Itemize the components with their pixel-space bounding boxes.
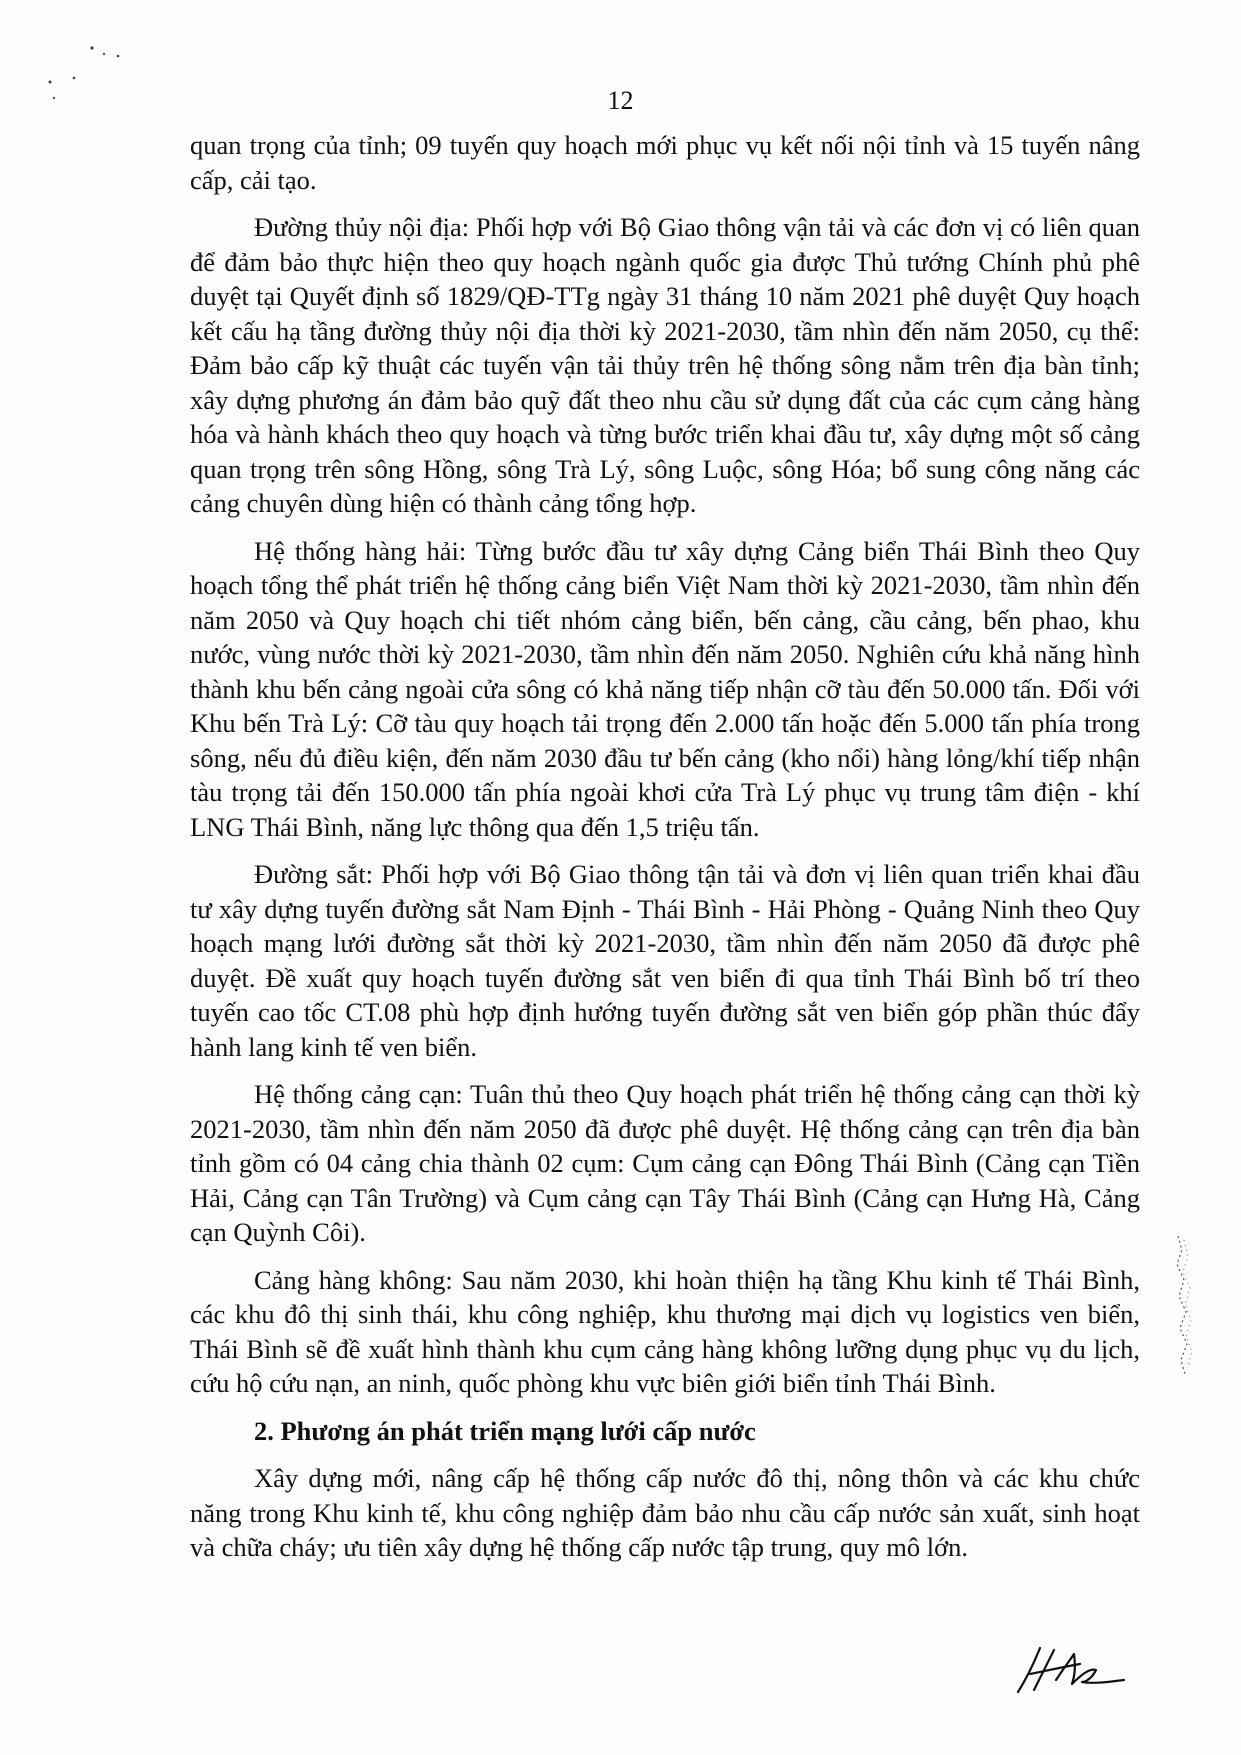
- section-heading-water-supply: 2. Phương án phát triển mạng lưới cấp nước: [254, 1415, 756, 1446]
- paragraph-railway: Đường sắt: Phối hợp với Bộ Giao thông tận tải và đơn vị liên quan triển khai đầu tư xây dựng tuyến đường sắt Nam Định - Thái Bình - Hải Phòng - Quảng Ninh theo Quy hoạch mạng lưới đường sắt thời kỳ 2021-2030, tầm nhìn đến năm 2050 đã được phê duyệt. Đề xuất quy hoạch tuyến đường sắt ven biển đi qua tỉnh Thái Bình bố trí theo tuyến cao tốc CT.08 phù hợp định hướng tuyến đường sắt ven biển góp phần thúc đẩy hành lang kinh tế ven biển.: [190, 859, 1140, 1062]
- paragraph-continuation: quan trọng của tỉnh; 09 tuyến quy hoạch mới phục vụ kết nối nội tỉnh và 15 tuyến nâng cấp, cải tạo.: [190, 130, 1140, 195]
- paragraph-dry-port: Hệ thống cảng cạn: Tuân thủ theo Quy hoạch phát triển hệ thống cảng cạn thời kỳ 2021-2030, tầm nhìn đến năm 2050 đã được phê duyệt. Hệ thống cảng cạn trên địa bàn tỉnh gồm có 04 cảng chia thành 02 cụm: Cụm cảng cạn Đông Thái Bình (Cảng cạn Tiền Hải, Cảng cạn Tân Trường) và Cụm cảng cạn Tây Thái Bình (Cảng cạn Hưng Hà, Cảng cạn Quỳnh Côi).: [190, 1079, 1140, 1247]
- paragraph-water-supply: Xây dựng mới, nâng cấp hệ thống cấp nước đô thị, nông thôn và các khu chức năng trong Khu kinh tế, khu công nghiệp đảm bảo nhu cầu cấp nước sản xuất, sinh hoạt và chữa cháy; ưu tiên xây dựng hệ thống cấp nước tập trung, quy mô lớn.: [190, 1463, 1140, 1562]
- scan-stamp-edge-icon: [1168, 1230, 1208, 1380]
- paragraph-inland-waterway: Đường thủy nội địa: Phối hợp với Bộ Giao thông vận tải và các đơn vị có liên quan để đảm bảo thực hiện theo quy hoạch ngành quốc gia được Thủ tướng Chính phủ phê duyệt tại Quyết định số 1829/QĐ-TTg ngày 31 tháng 10 năm 2021 phê duyệt Quy hoạch kết cấu hạ tầng đường thủy nội địa thời kỳ 2021-2030, tầm nhìn đến năm 2050, cụ thể: Đảm bảo cấp kỹ thuật các tuyến vận tải thủy trên hệ thống sông nằm trên địa bàn tỉnh; xây dựng phương án đảm bảo quỹ đất theo nhu cầu sử dụng đất của các cụm cảng hàng hóa và hành khách theo quy hoạch và từng bước triển khai đầu tư, xây dựng một số cảng quan trọng trên sông Hồng, sông Trà Lý, sông Luộc, sông Hóa; bổ sung công năng các cảng chuyên dùng hiện có thành cảng tổng hợp.: [190, 212, 1140, 518]
- paragraph-maritime-system: Hệ thống hàng hải: Từng bước đầu tư xây dựng Cảng biển Thái Bình theo Quy hoạch tổng thể phát triển hệ thống cảng biển Việt Nam thời kỳ 2021-2030, tầm nhìn đến năm 2050 và Quy hoạch chi tiết nhóm cảng biển, bến cảng, cầu cảng, bến phao, khu nước, vùng nước thời kỳ 2021-2030, tầm nhìn đến năm 2050. Nghiên cứu khả năng hình thành khu bến cảng ngoài cửa sông có khả năng tiếp nhận cỡ tàu đến 50.000 tấn. Đối với Khu bến Trà Lý: Cỡ tàu quy hoạch tải trọng đến 2.000 tấn hoặc đến 5.000 tấn phía trong sông, nếu đủ điều kiện, đến năm 2030 đầu tư bến cảng (kho nổi) hàng lỏng/khí tiếp nhận tàu trọng tải đến 150.000 tấn phía ngoài khơi cửa Trà Lý phục vụ trung tâm điện - khí LNG Thái Bình, năng lực thông qua đến 1,5 triệu tấn.: [190, 535, 1140, 842]
- paragraph-airport: Cảng hàng không: Sau năm 2030, khi hoàn thiện hạ tầng Khu kinh tế Thái Bình, các khu đô thị sinh thái, khu công nghiệp, khu thương mại dịch vụ logistics ven biển, Thái Bình sẽ đề xuất hình thành khu cụm cảng hàng không lưỡng dụng phục vụ du lịch, cứu hộ cứu nạn, an ninh, quốc phòng khu vực biên giới biển tỉnh Thái Bình.: [190, 1264, 1140, 1398]
- signature-initials-icon: [1010, 1640, 1130, 1700]
- page-number: 12: [607, 86, 634, 115]
- document-body: [190, 128, 1140, 1578]
